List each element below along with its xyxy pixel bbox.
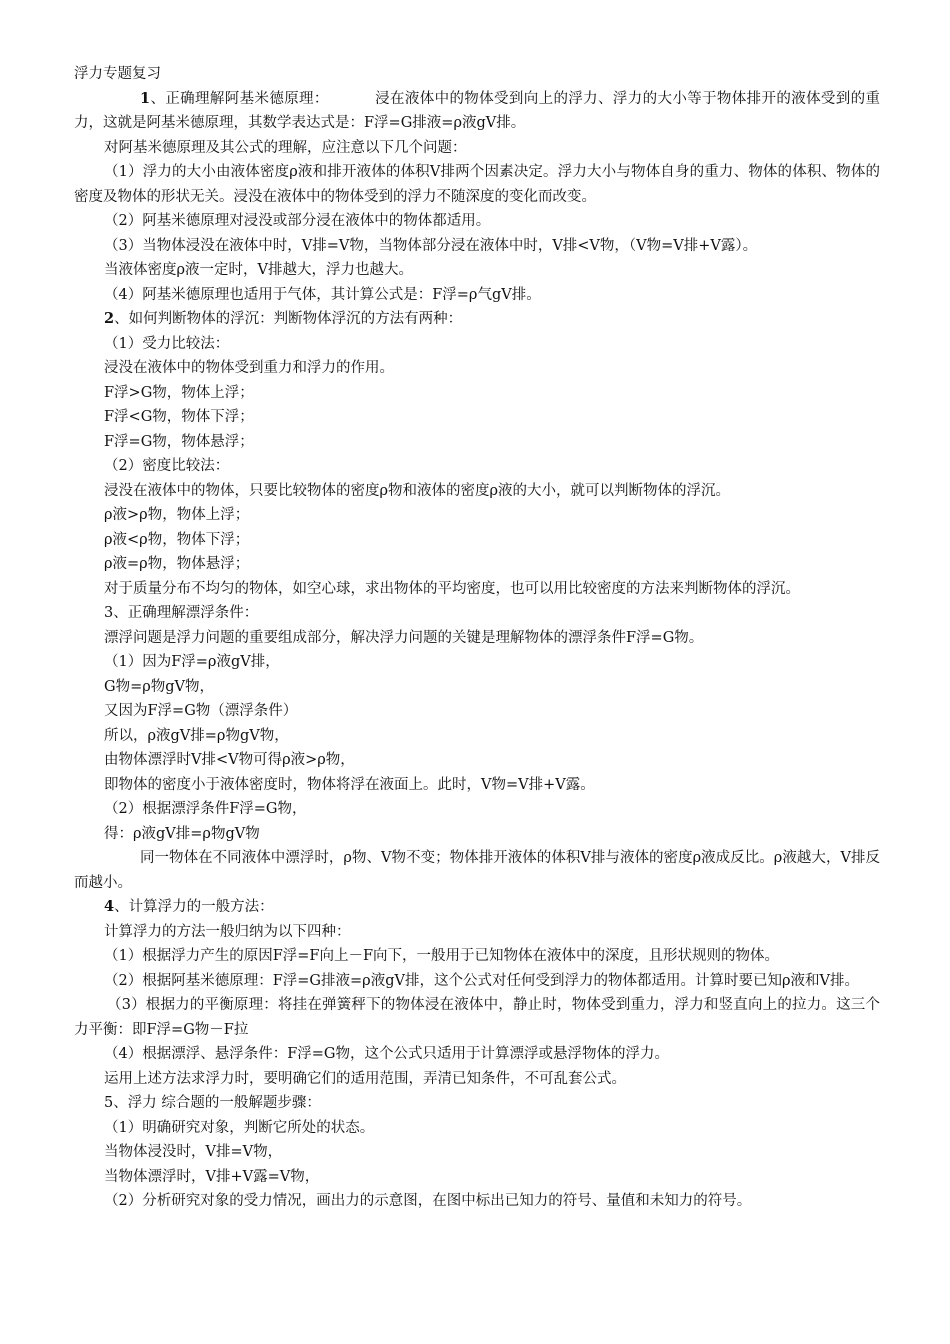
- section-3-line-3: 又因为F浮=G物（漂浮条件）: [104, 703, 298, 719]
- section-1-intro: 对阿基米德原理及其公式的理解，应注意以下几个问题：: [104, 139, 467, 156]
- section-2-heading-text: 、如何判断物体的浮沉：判断物体浮沉的方法有两种：: [114, 311, 463, 327]
- section-2-method-1-case-b: F浮<G物，物体下浮；: [104, 409, 254, 425]
- section-1-paragraph: [74, 87, 880, 136]
- section-3-line-8: 得：ρ液gV排=ρ物gV物: [104, 825, 260, 842]
- section-4-heading: [74, 895, 880, 920]
- section-2-number: 2: [104, 310, 115, 327]
- document-body: [74, 62, 880, 1214]
- section-3-line-9: 同一物体在不同液体中漂浮时，ρ物、V物不变；物体排开液体的体积V排与液体的密度ρ液成反比。ρ液越大，V排反而越小。: [74, 850, 880, 891]
- section-5-heading: 5、浮力 综合题的一般解题步骤：: [104, 1095, 321, 1111]
- section-1-point-3: （3）当物体浸没在液体中时，V排=V物，当物体部分浸在液体中时，V排<V物，（V物=V排+V露）。: [104, 237, 758, 254]
- section-2-method-2-case-c: ρ液=ρ物，物体悬浮；: [104, 556, 250, 572]
- section-2-method-2-case-b: ρ液<ρ物，物体下浮；: [104, 531, 250, 548]
- section-3-line-7: （2）根据漂浮条件F浮=G物，: [104, 801, 307, 817]
- section-4-method-3: （3）根据力的平衡原理：将挂在弹簧秤下的物体浸在液体中，静止时，物体受到重力，浮力和竖直向上的拉力。这三个力平衡：即F浮=G物－F拉: [74, 997, 880, 1038]
- section-1-heading: 、正确理解阿基米德原理：: [150, 90, 329, 107]
- section-2-method-2-case-a: ρ液>ρ物，物体上浮；: [104, 507, 250, 523]
- section-4-number: 4: [104, 898, 115, 915]
- section-1-point-4: （4）阿基米德原理也适用于气体，其计算公式是：F浮=ρ气gV排。: [104, 286, 541, 303]
- section-5-line-2: 当物体浸没时，V排=V物，: [104, 1144, 283, 1160]
- section-3-heading: 3、正确理解漂浮条件：: [104, 605, 259, 621]
- section-1-point-2: （2）阿基米德原理对浸没或部分浸在液体中的物体都适用。: [104, 213, 491, 229]
- section-3-line-5: 由物体漂浮时V排<V物可得ρ液>ρ物，: [104, 752, 355, 768]
- section-3-line-1: （1）因为F浮=ρ液gV排，: [104, 654, 280, 670]
- section-3-line-2: G物=ρ物gV物，: [104, 678, 215, 695]
- section-1-point-3-note: 当液体密度ρ液一定时，V排越大，浮力也越大。: [104, 262, 413, 278]
- section-2-note: 对于质量分布不均匀的物体，如空心球，求出物体的平均密度，也可以用比较密度的方法来判断物体的浮沉。: [104, 580, 800, 597]
- section-4-method-1: （1）根据浮力产生的原因F浮=F向上－F向下，一般用于已知物体在液体中的深度，且形状规则的物体。: [104, 948, 780, 964]
- section-3-line-6: 即物体的密度小于液体密度时，物体将浮在液面上。此时，V物=V排+V露。: [104, 776, 595, 793]
- section-5-line-4: （2）分析研究对象的受力情况，画出力的示意图，在图中标出已知力的符号、量值和未知力的符号。: [104, 1193, 752, 1209]
- section-2-method-2: （2）密度比较法：: [104, 458, 230, 474]
- section-2-heading: [74, 307, 880, 332]
- section-2-method-2-text: 浸没在液体中的物体，只要比较物体的密度ρ物和液体的密度ρ液的大小，就可以判断物体的浮沉。: [104, 482, 731, 499]
- section-4-heading-text: 、计算浮力的一般方法：: [114, 899, 274, 915]
- section-3-line-4: 所以，ρ液gV排=ρ物gV物，: [104, 727, 289, 744]
- section-1-point-1: （1）浮力的大小由液体密度ρ液和排开液体的体积V排两个因素决定。浮力大小与物体自身的重力、物体的体积、物体的密度及物体的形状无关。浸没在液体中的物体受到的浮力不随深度的变化而改变。: [74, 164, 880, 205]
- section-4-method-2: （2）根据阿基米德原理：F浮=G排液=ρ液gV排，这个公式对任何受到浮力的物体都适用。计算时要已知ρ液和V排。: [104, 972, 859, 989]
- section-4-method-4: （4）根据漂浮、悬浮条件：F浮=G物，这个公式只适用于计算漂浮或悬浮物体的浮力。: [104, 1046, 670, 1062]
- section-4-intro: 计算浮力的方法一般归纳为以下四种：: [104, 923, 351, 940]
- section-2-method-1: （1）受力比较法：: [104, 335, 230, 352]
- section-1-number: 1: [140, 89, 151, 107]
- section-5-line-3: 当物体漂浮时，V排+V露=V物，: [104, 1168, 320, 1185]
- section-3-text: 漂浮问题是浮力问题的重要组成部分，解决浮力问题的关键是理解物体的漂浮条件F浮=G物。: [104, 629, 704, 646]
- section-2-method-1-text: 浸没在液体中的物体受到重力和浮力的作用。: [104, 360, 394, 376]
- section-2-method-1-case-c: F浮=G物，物体悬浮；: [104, 433, 254, 450]
- page-title: 浮力专题复习: [74, 66, 161, 82]
- section-5-line-1: （1）明确研究对象，判断它所处的状态。: [104, 1119, 375, 1136]
- section-2-method-1-case-a: F浮>G物，物体上浮；: [104, 384, 254, 401]
- section-1-text: 浸在液体中的物体受到向上的浮力、浮力的大小等于物体排开的液体受到的重力，这就是阿基米德原理，其数学表达式是：F浮=G排液=ρ液gV排。: [74, 90, 881, 131]
- section-4-note: 运用上述方法求浮力时，要明确它们的适用范围，弄清已知条件，不可乱套公式。: [104, 1070, 626, 1087]
